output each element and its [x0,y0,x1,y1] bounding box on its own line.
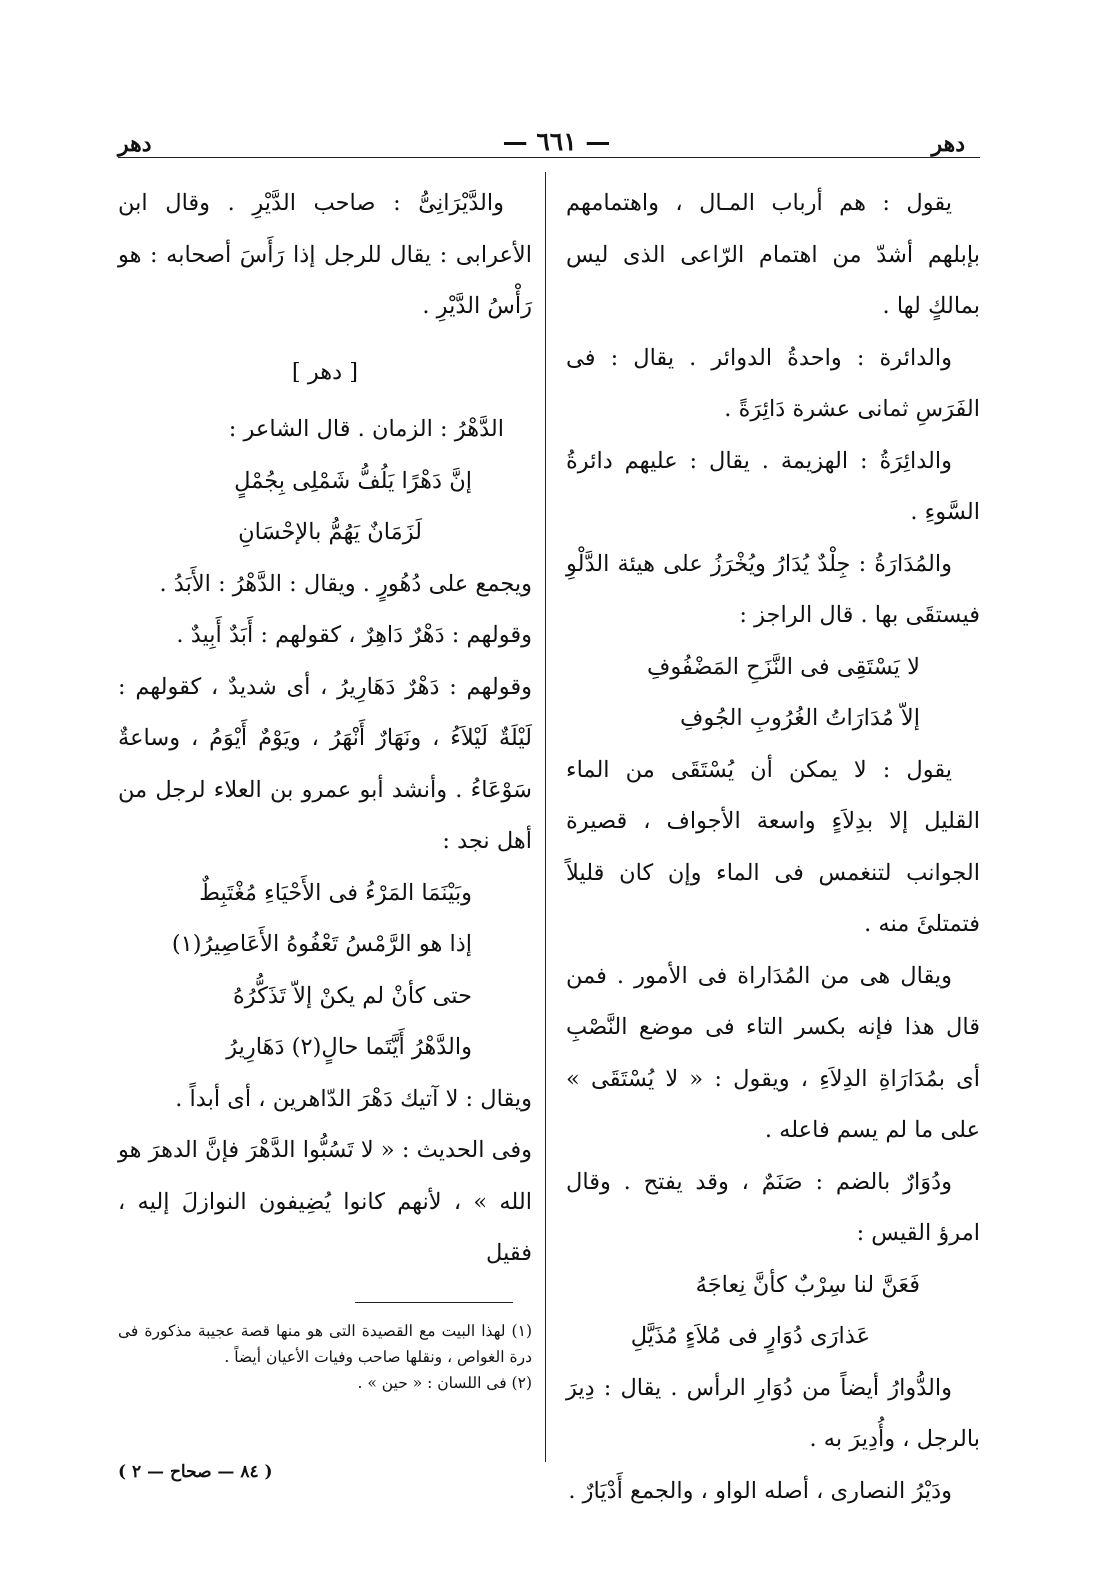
paragraph: ودَيْرُ النصارى ، أصله الواو ، والجمع أَدْيَارٌ . [568,1477,952,1504]
verse-line: إلاّ مُدَارَاتُ الغُرُوبِ الجُوفِ [680,705,920,731]
footnote: (٢) فى اللسان : « حين » . [357,1374,532,1392]
paragraph: ويقال هى من المُدَاراة فى الأمور . فمن قال هذا فإنه بكسر التاء فى موضع النَّصْبِ أى بمُدَارَاةِ الدِلاَءِ ، ويقول : « لا يُسْتَقَى » على ما لم يسم فاعله . [566,962,980,1143]
paragraph: يقول : هم أرباب المـال ، واهتمامهم بإبلهم أشدّ من اهتمام الرّاعى الذى ليس بمالكٍ لها . [566,190,980,319]
paragraph: والدُّوارُ أيضاً من دُوَارِ الرأس . يقال : دِيرَ بالرجل ، وأُدِيرَ به . [566,1374,980,1452]
header-entry-word-left: دهر [118,131,152,157]
verse-line: إذا هو الرَّمْسُ تَعْفُوهُ الأَعَاصِيرُ(١) [171,931,472,957]
paragraph: الدَّهْرُ : الزمان . قال الشاعر : [228,416,504,442]
paragraph: ويقال : لا آتيك دَهْرَ الدّاهرين ، أى أبداً . [175,1085,532,1112]
paragraph: ويجمع على دُهُورٍ . ويقال : الدَّهْرُ : الأَبَدُ . [159,570,532,597]
printer-signature: ( ٨٤ — صحاح — ٢ ) [118,1462,273,1482]
footnote: (١) لهذا البيت مع القصيدة التى هو منها قصة عجيبة مذكورة فى درة الغواص ، ونقلها صاحب وفيات الأعيان أيضاً . [118,1322,532,1366]
paragraph: ودُوَارٌ بالضم : صَنَمٌ ، وقد يفتح . وقال امرؤ القيس : [566,1168,980,1246]
paragraph: والمُدَارَةُ : جِلْدٌ يُدَارُ ويُخْرَزُ على هيئة الدَّلْوِ فيستقَى بها . قال الراجز : [566,550,980,628]
verse-line: وبَيْنَمَا المَرْءُ فى الأَحْيَاءِ مُغْتَبِطٌ [199,879,472,906]
header-entry-word-right: دهر [931,131,965,157]
page-number: — ٦٦١ — [502,127,611,156]
footnotes [118,1318,532,1396]
verse-line: لَزَمَانٌ يَهُمُّ بالإحْسَانِ [238,519,422,545]
paragraph: والدَّيْرَانِىُّ : صاحب الدَّيْرِ . وقال ابن الأعرابى : يقال للرجل إذا رَأَسَ أصحابه : هو رَأْسُ الدَّيْرِ . [118,190,532,319]
verse-line: إنَّ دَهْرًا يَلُفُّ شَمْلِى بِجُمْلٍ [234,467,472,494]
paragraph: وفى الحديث : « لا تَسُبُّوا الدَّهْرَ فإنَّ الدهرَ هو الله » ، لأنهم كانوا يُضِيفون النوازلَ إليه ، فقيل [118,1137,532,1266]
verse-line: والدَّهْرُ أَيَّتَما حالٍ(٢) دَهَارِيرُ [226,1034,472,1060]
right-column [566,178,980,1517]
footnote-rule [355,1302,513,1303]
paragraph: وقولهم : دَهْرٌ دَهَارِيرُ ، أى شديدٌ ، كقولهم : لَيْلَةٌ لَيْلاَءُ ، ونَهَارٌ أَنْهَرُ ، ويَوْمٌ أَيْوَمُ ، وساعةٌ سَوْعَاءُ . وأنشد أبو عمرو بن العلاء لرجل من أهل نجد : [118,673,532,854]
entry-heading: [ دهر ] [291,358,359,385]
paragraph: والدائرة : واحدةُ الدوائر . يقال : فى الفَرَسِ ثمانى عشرة دَائِرَةً . [566,344,980,422]
verse-line: فَعَنَّ لنا سِرْبٌ كأنَّ نِعاجَهُ [695,1271,920,1298]
verse-line: لا يَسْتَقِى فى النَّزَحِ المَضْفُوفِ [647,653,920,680]
paragraph: وقولهم : دَهْرٌ دَاهِرٌ ، كقولهم : أَبَدٌ أَبِيدٌ . [176,622,532,648]
verse-line: عَذارَى دُوَارٍ فى مُلاَءٍ مُذَيَّلِ [630,1323,870,1349]
paragraph: والدائِرَةُ : الهزيمة . يقال : عليهم دائرةُ السَّوءِ . [566,447,980,525]
header-rule [118,157,980,158]
column-divider [545,172,546,1462]
left-column [118,178,532,1280]
paragraph: يقول : لا يمكن أن يُسْتَقَى من الماء القليل إلا بدِلاَءٍ واسعة الأجواف ، قصيرة الجوانب لتنغمس فى الماء وإن كان قليلاً فتمتلئَ منه . [566,756,980,937]
verse-line: حتى كأنْ لم يكنْ إلاّ تَذَكُّرُهُ [232,982,472,1009]
